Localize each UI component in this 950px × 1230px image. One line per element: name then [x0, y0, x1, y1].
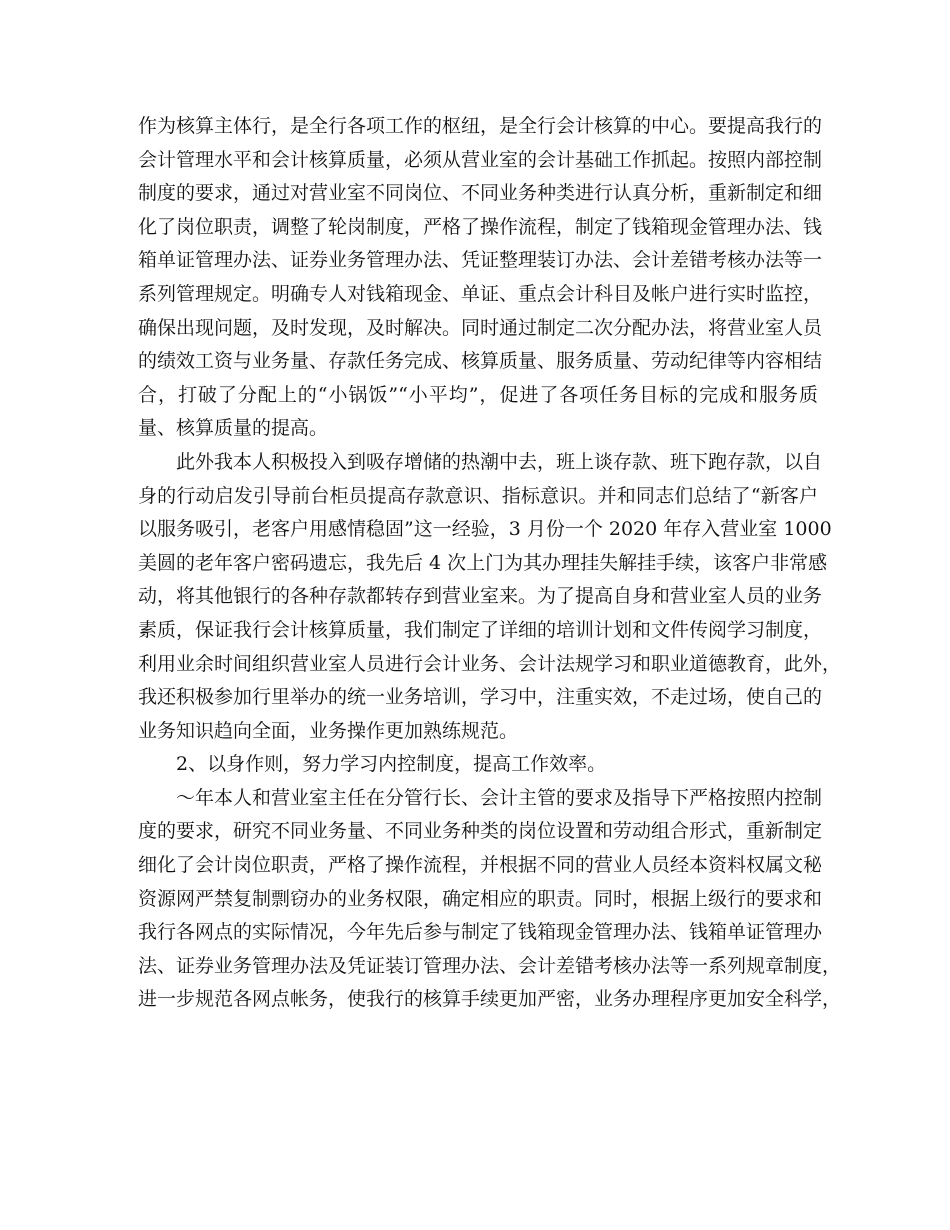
text-line: 度的要求，研究不同业务量、不同业务种类的岗位设置和劳动组合形式，重新制定 — [138, 820, 823, 843]
text-line: 确保出现问题，及时发现，及时解决。同时通过制定二次分配办法，将营业室人员 — [138, 316, 823, 339]
text-line: 作为核算主体行，是全行各项工作的枢纽，是全行会计核算的中心。要提高我行的 — [138, 115, 823, 137]
text-line: 制度的要求，通过对营业室不同岗位、不同业务种类进行认真分析，重新制定和细 — [138, 182, 823, 205]
text-line: 系列管理规定。明确专人对钱箱现金、单证、重点会计科目及帐户进行实时监控， — [138, 282, 823, 305]
text-line: 素质，保证我行会计核算质量，我们制定了详细的培训计划和文件传阅学习制度， — [138, 618, 823, 641]
text-line: 资源网严禁复制剽窃办的业务权限，确定相应的职责。同时，根据上级行的要求和 — [138, 887, 823, 910]
text-line: 化了岗位职责，调整了轮岗制度，严格了操作流程，制定了钱箱现金管理办法、钱 — [138, 215, 823, 238]
text-line: 此外我本人积极投入到吸存增储的热潮中去，班上谈存款、班下跑存款，以自 — [176, 450, 823, 473]
text-line: 业务知识趋向全面，业务操作更加熟练规范。 — [138, 719, 519, 742]
text-line: ～年本人和营业室主任在分管行长、会计主管的要求及指导下严格按照内控制 — [176, 786, 823, 809]
text-line: 的绩效工资与业务量、存款任务完成、核算质量、服务质量、劳动纪律等内容相结 — [138, 350, 823, 373]
text-line: 法、证券业务管理办法及凭证装订管理办法、会计差错考核办法等一系列规章制度， — [138, 954, 842, 977]
document-page — [138, 110, 842, 1017]
text-line: 合，打破了分配上的“小锅饭”“小平均”，促进了各项任务目标的完成和服务质 — [138, 383, 818, 406]
text-line: 进一步规范各网点帐务，使我行的核算手续更加严密，业务办理程序更加安全科学， — [138, 988, 842, 1011]
text-line: 美圆的老年客户密码遗忘，我先后 4 次上门为其办理挂失解挂手续，该客户非常感 — [138, 551, 828, 574]
text-line: 身的行动启发引导前台柜员提高存款意识、指标意识。并和同志们总结了“新客户 — [138, 484, 818, 507]
text-line: 动，将其他银行的各种存款都转存到营业室来。为了提高自身和营业室人员的业务 — [138, 585, 823, 608]
text-line: 细化了会计岗位职责，严格了操作流程，并根据不同的营业人员经本资料权属文秘 — [138, 854, 823, 877]
text-line: 会计管理水平和会计核算质量，必须从营业室的会计基础工作抓起。按照内部控制 — [138, 148, 823, 171]
text-line: 量、核算质量的提高。 — [138, 417, 329, 440]
text-line: 2、以身作则，努力学习内控制度，提高工作效率。 — [176, 753, 607, 776]
text-line: 以服务吸引，老客户用感情稳固”这一经验，3 月份一个 2020 年存入营业室 1000 — [138, 518, 832, 541]
text-line: 我行各网点的实际情况，今年先后参与制定了钱箱现金管理办法、钱箱单证管理办 — [138, 921, 823, 944]
text-line: 我还积极参加行里举办的统一业务培训，学习中，注重实效，不走过场，使自己的 — [138, 686, 823, 709]
text-line: 箱单证管理办法、证券业务管理办法、凭证整理装订办法、会计差错考核办法等一 — [138, 249, 823, 272]
text-line: 利用业余时间组织营业室人员进行会计业务、会计法规学习和职业道德教育，此外， — [138, 652, 842, 675]
